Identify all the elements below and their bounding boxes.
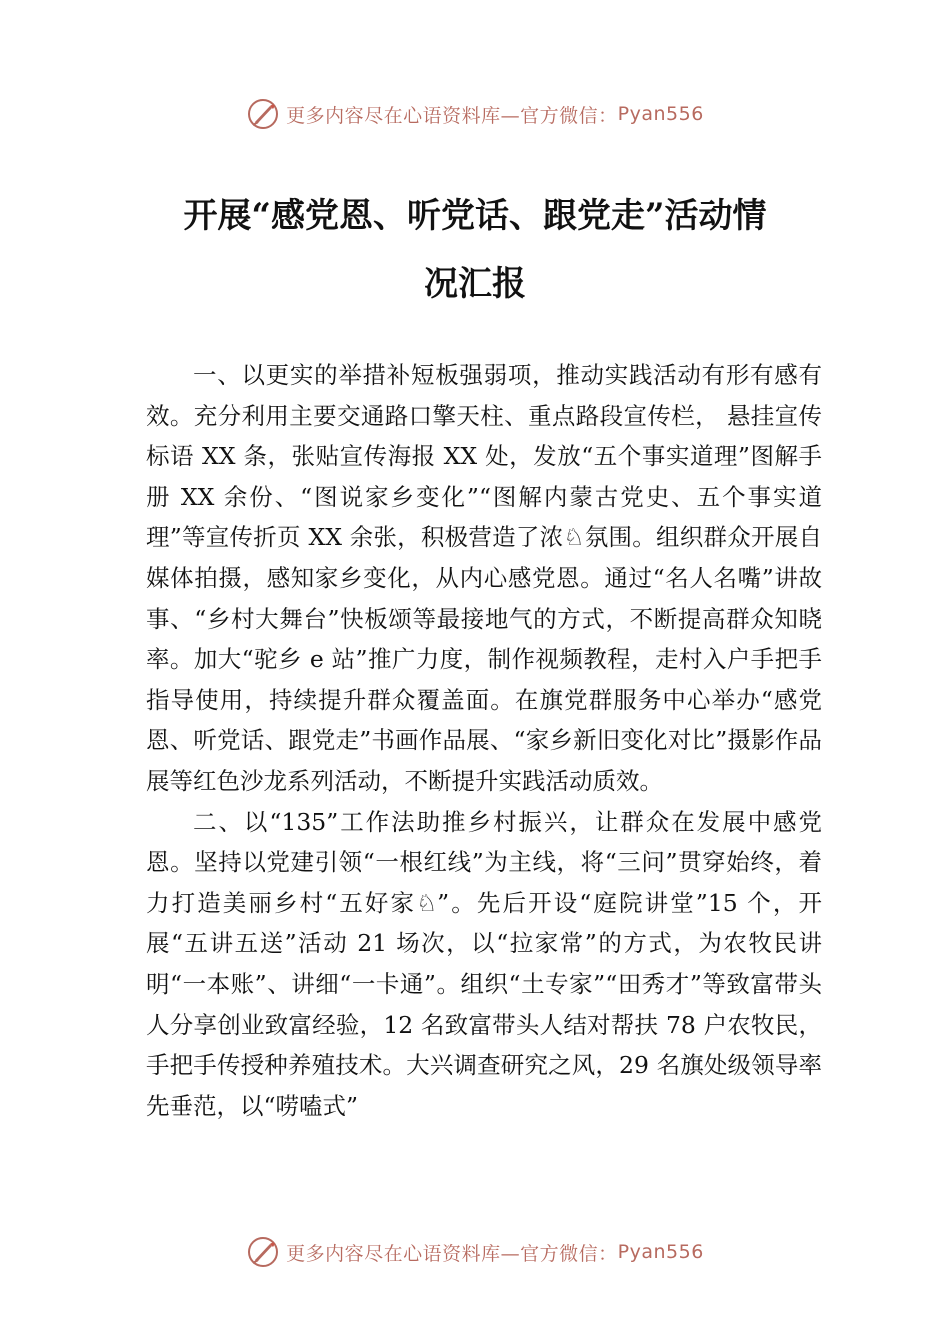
document-title: [140, 182, 810, 318]
watermark-account: Pyan556: [617, 103, 704, 125]
document-body: [146, 355, 822, 1126]
quill-logo-icon: [246, 1235, 280, 1269]
watermark-text: 更多内容尽在心语资料库—官方微信：: [286, 1242, 618, 1265]
quill-logo-icon: [246, 97, 280, 131]
watermark-text: 更多内容尽在心语资料库—官方微信：: [286, 104, 618, 127]
paragraph-1: 一、以更实的举措补短板强弱项，推动实践活动有形有感有效。充分利用主要交通路口擎天柱、重点路段宣传栏， 悬挂宣传标语 XX 条，张贴宣传海报 XX 处，发放“五个事实道理”图解手册 XX 余份、“图说家乡变化”“图解内蒙古党史、五个事实道理”等宣传折页 XX 余张，积极营造了浓♘氛围。组织群众开展自媒体拍摄，感知家乡变化，从内心感党恩。通过“名人名嘴”讲故事、“乡村大舞台”快板颂等最接地气的方式，不断提高群众知晓率。加大“驼乡 e 站”推广力度，制作视频教程，走村入户手把手指导使用，持续提升群众覆盖面。在旗党群服务中心举办“感党恩、听党话、跟党走”书画作品展、“家乡新旧变化对比”摄影作品展等红色沙龙系列活动，不断提升实践活动质效。: [146, 361, 822, 795]
title-line-1: 开展“感党恩、听党话、跟党走”活动情: [183, 196, 767, 236]
title-line-2: 况汇报: [424, 264, 526, 304]
paragraph-2: 二、以“135”工作法助推乡村振兴，让群众在发展中感党恩。坚持以党建引领“一根红线”为主线，将“三问”贯穿始终，着力打造美丽乡村“五好家♘”。先后开设“庭院讲堂”15 个，开展“五讲五送”活动 21 场次，以“拉家常”的方式，为农牧民讲明“一本账”、讲细“一卡通”。组织“土专家”“田秀才”等致富带头人分享创业致富经验，12 名致富带头人结对帮扶 78 户农牧民，手把手传授种养殖技术。大兴调查研究之风，29 名旗处级领导率先垂范，以“唠嗑式”: [146, 807, 822, 1120]
watermark-account: Pyan556: [617, 1241, 704, 1263]
header-watermark: [0, 94, 950, 134]
footer-watermark: [0, 1232, 950, 1272]
